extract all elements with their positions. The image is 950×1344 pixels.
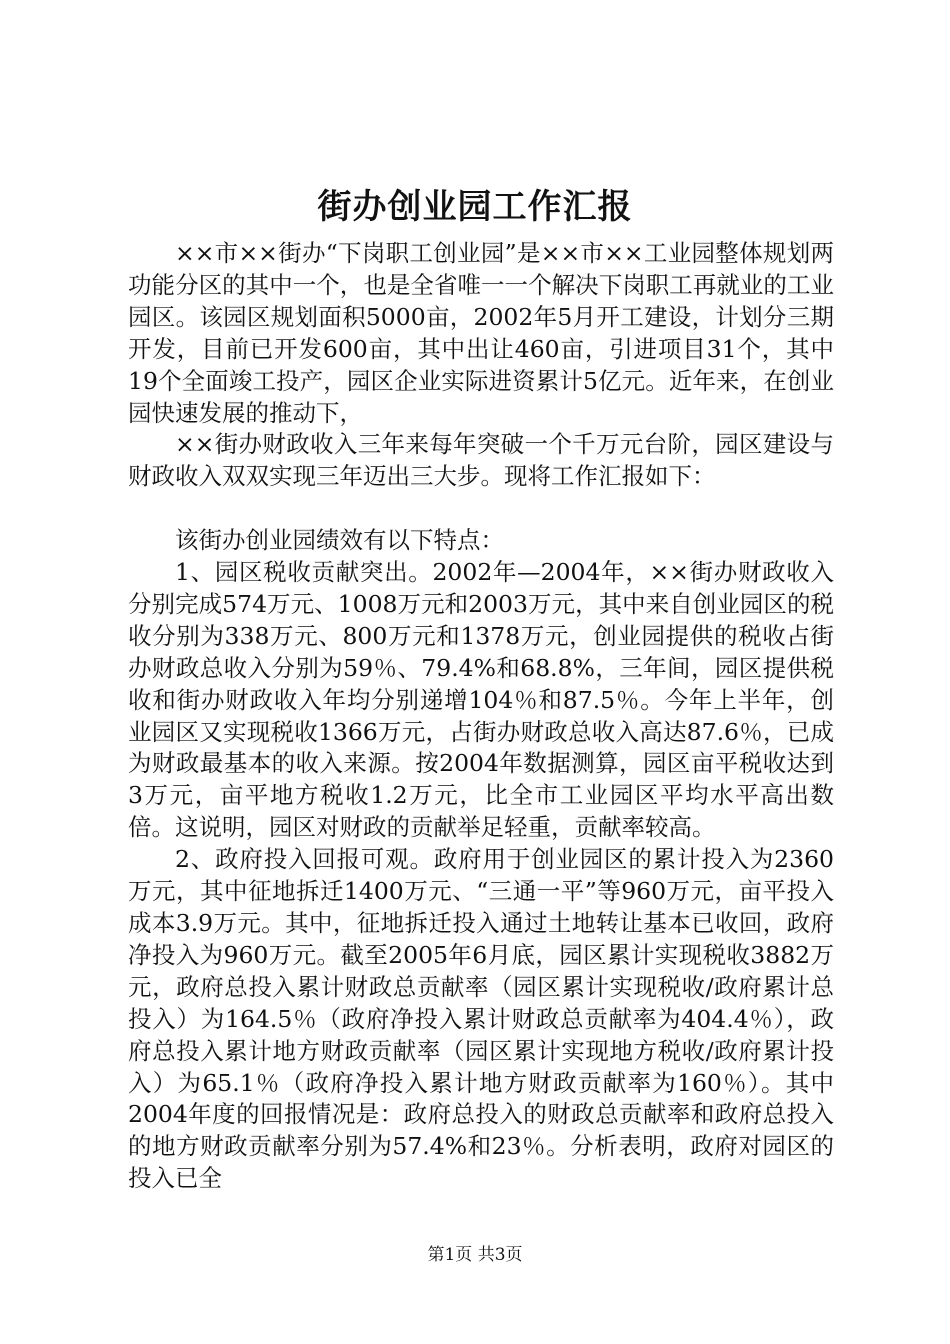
paragraph-intro: ××市××街办“下岗职工创业园”是××市××工业园整体规划两功能分区的其中一个，也是全省唯一一个解决下岗职工再就业的工业园区。该园区规划面积5000亩，2002年5月开工建设，计划分三期开发，目前已开发600亩，其中出让460亩，引进项目31个，其中19个全面竣工投产，园区企业实际进资累计5亿元。近年来，在创业园快速发展的推动下， bbox=[128, 239, 834, 427]
paragraph-finance-summary: ××街办财政收入三年来每年突破一个千万元台阶，园区建设与财政收入双双实现三年迈出三大步。现将工作汇报如下： bbox=[128, 430, 834, 491]
paragraph-features-intro: 该街办创业园绩效有以下特点： bbox=[175, 526, 504, 555]
paragraph-government-return: 2、政府投入回报可观。政府用于创业园区的累计投入为2360万元，其中征地拆迁1400万元、“三通一平”等960万元，亩平投入成本3.9万元。其中，征地拆迁投入通过土地转让基本已收回，政府净投入为960万元。截至2005年6月底，园区累计实现税收3882万元，政府总投入累计财政总贡献率（园区累计实现税收/政府累计总投入）为164.5％（政府净投入累计财政总贡献率为404.4％），政府总投入累计地方财政贡献率（园区累计实现地方税收/政府累计投入）为65.1％（政府净投入累计地方财政贡献率为160％）。其中2004年度的回报情况是：政府总投入的财政总贡献率和政府总投入的地方财政贡献率分别为57.4%和23％。分析表明，政府对园区的投入已全 bbox=[128, 845, 834, 1193]
paragraph-tax-contribution: 1、园区税收贡献突出。2002年—2004年，××街办财政收入分别完成574万元、1008万元和2003万元，其中来自创业园区的税收分别为338万元、800万元和1378万元，创业园提供的税收占街办财政总收入分别为59％、79.4%和68.8%，三年间，园区提供税收和街办财政收入年均分别递增104％和87.5％。今年上半年，创业园区又实现税收1366万元，占街办财政总收入高达87.6％，已成为财政最基本的收入来源。按2004年数据测算，园区亩平税收达到3万元，亩平地方税收1.2万元，比全市工业园区平均水平高出数倍。这说明，园区对财政的贡献举足轻重，贡献率较高。 bbox=[128, 558, 834, 842]
document-body bbox=[128, 238, 834, 1195]
page-indicator: 第1页 共3页 bbox=[427, 1245, 523, 1265]
paragraph-spacer bbox=[128, 493, 834, 525]
document-title: 街办创业园工作汇报 bbox=[317, 187, 633, 227]
